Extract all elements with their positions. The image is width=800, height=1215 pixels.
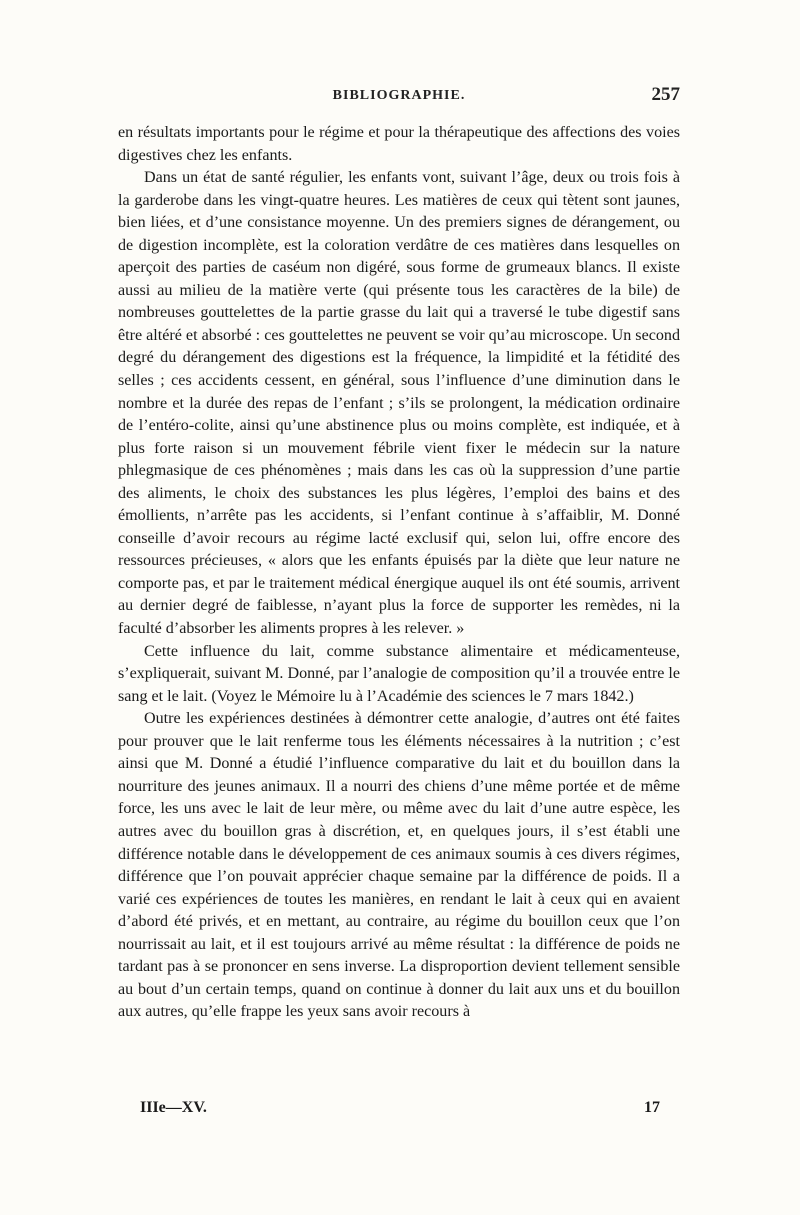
- page-number: 257: [651, 84, 680, 105]
- sheet-number: 17: [644, 1099, 660, 1116]
- paragraph: en résultats importants pour le régime et pour la thérapeutique des affections des voies digestives chez les enfants.: [118, 124, 680, 164]
- paragraph: Outre les expériences destinées à démontrer cette analogie, d’autres ont été faites pour prouver que le lait renferme tous les éléments nécessaires à la nutrition ; c’est ainsi que M. Donné a étudié l’influence comparative du lait et du bouillon dans la nourriture des jeunes animaux. Il a nourri des chiens d’une même portée et de même force, les uns avec le lait de leur mère, ou même avec du lait d’une autre espèce, les autres avec du bouillon gras à discrétion, et, en quelques jours, il s’est établi une différence notable dans le développement de ces animaux soumis à ces divers régimes, différence que l’on pouvait apprécier chaque semaine par la différence de poids. Il a varié ces expériences de toutes les manières, en rendant le lait à ceux qui en avaient d’abord été privés, et en mettant, au contraire, au régime du bouillon ceux que l’on nourrissait au lait, et il est toujours arrivé au même résultat : la différence de poids ne tardant pas à se prononcer en sens inverse. La disproportion devient tellement sensible au bout d’un certain temps, quand on continue à donner du lait aux uns et du bouillon aux autres, qu’elle frappe les yeux sans avoir recours à: [118, 710, 680, 1021]
- page-header: [118, 84, 680, 112]
- running-head: BIBLIOGRAPHIE.: [332, 88, 466, 103]
- body-text: [118, 122, 680, 1024]
- paragraph: Dans un état de santé régulier, les enfants vont, suivant l’âge, deux ou trois fois à la garderobe dans les vingt-quatre heures. Les matières de ceux qui tètent sont jaunes, bien liées, et d’une consistance moyenne. Un des premiers signes de dérangement, ou de digestion incomplète, est la coloration verdâtre de ces matières dans lesquelles on aperçoit des parties de caséum non digéré, sous forme de grumeaux blancs. Il existe aussi au milieu de la matière verte (qui présente tous les caractères de la bile) de nombreuses gouttelettes de la partie grasse du lait qui a traversé le tube digestif sans être altéré et absorbé : ces gouttelettes ne peuvent se voir qu’au microscope. Un second degré du dérangement des digestions est la fréquence, la limpidité et la fétidité des selles ; ces accidents cessent, en général, sous l’influence d’une diminution dans le nombre et la durée des repas de l’enfant ; s’ils se prolongent, la médication ordinaire de l’entéro-colite, ainsi qu’une abstinence plus ou moins complète, est indiquée, et à plus forte raison si un mouvement fébrile vient fixer le médecin sur la nature phlegmasique de ces phénomènes ; mais dans les cas où la suppression d’une partie des aliments, le choix des substances les plus légères, l’emploi des bains et des émollients, n’arrête pas les accidents, si l’enfant continue à s’affaiblir, M. Donné conseille d’avoir recours au régime lacté exclusif qui, selon lui, offre encore des ressources précieuses, « alors que les enfants épuisés par la diète que leur nature ne comporte pas, et par le traitement médical énergique auquel ils ont été soumis, arrivent au dernier degré de faiblesse, n’ayant plus la force de supporter les remèdes, ni la faculté d’absorber les aliments propres à les relever. »: [118, 169, 680, 638]
- page-footer: [140, 1099, 660, 1121]
- signature-mark: IIIe—XV.: [140, 1099, 207, 1116]
- paragraph: Cette influence du lait, comme substance alimentaire et médicamenteuse, s’expliquerait, suivant M. Donné, par l’analogie de composition qu’il a trouvée entre le sang et le lait. (Voyez le Mémoire lu à l’Académie des sciences le 7 mars 1842.): [118, 642, 680, 705]
